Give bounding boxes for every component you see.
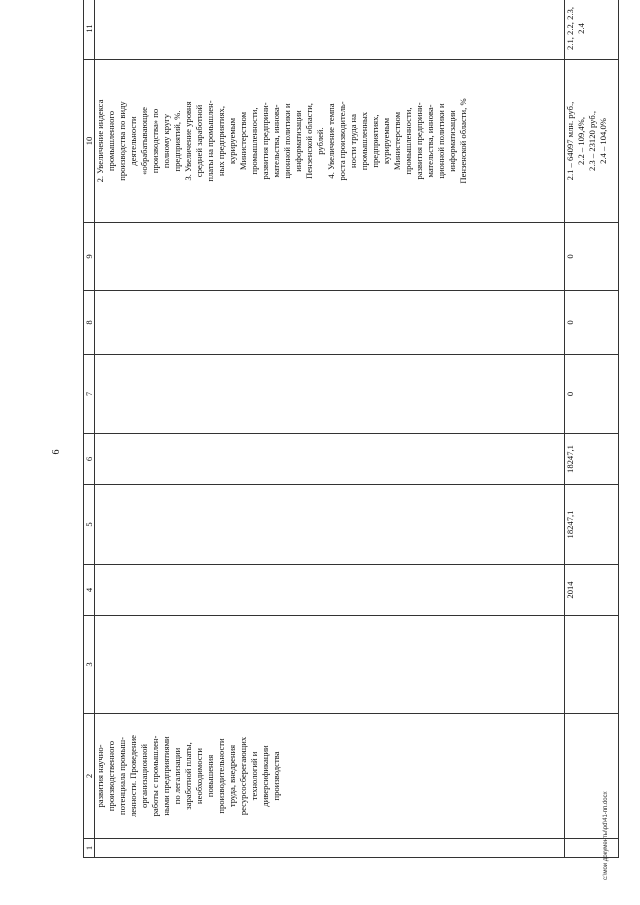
cell-main-4 [95, 565, 565, 616]
cell-amount-7: 0 [565, 355, 619, 434]
header-col-1: 1 [84, 839, 95, 858]
header-col-2: 2 [84, 714, 95, 839]
cell-indicator-values: 2.1 – 64097 млн. руб., 2.2 – 109,4%, 2.3 – 23120 руб., 2.4 – 104,0% [565, 60, 619, 223]
page-number: 6 [51, 449, 62, 455]
header-col-6: 6 [84, 434, 95, 485]
header-col-4: 4 [84, 565, 95, 616]
cell-amount-8: 0 [565, 291, 619, 355]
cell-main-1 [95, 839, 565, 858]
cell-main-5 [95, 485, 565, 565]
cell-amount-6: 18247,1 [565, 434, 619, 485]
cell-indicators: 2. Увеличение индекса промышленного производства по виду деятельности «обрабатывающие производства» по полному кругу предприятий, %. 3. Увеличение уровня средней заработной платы на промышлен- ных предприятиях, курируемым Министерством промышленности, развития предприни- мательства, иннова- ционной политики и информатизации Пензенской области, рублей. 4. Увеличение темпа роста производитель- ности труда на промышленных предприятиях, курируемым Министерством промышленности, развития предприни- мательства, иннова- ционной политики и информатизации Пензенской области, % [95, 60, 565, 223]
header-col-9: 9 [84, 223, 95, 291]
cell-main-3 [95, 616, 565, 714]
file-path-footer: c:\мои документы\pd\41-пп.docx [603, 791, 609, 880]
header-col-11: 11 [84, 0, 95, 60]
table-row-main [95, 0, 565, 858]
header-col-5: 5 [84, 485, 95, 565]
cell-main-7 [95, 355, 565, 434]
header-col-7: 7 [84, 355, 95, 434]
cell-main-9 [95, 223, 565, 291]
cell-amount-9: 0 [565, 223, 619, 291]
cell-main-6 [95, 434, 565, 485]
header-row [84, 0, 95, 858]
header-col-3: 3 [84, 616, 95, 714]
cell-main-8 [95, 291, 565, 355]
header-col-10: 10 [84, 60, 95, 223]
cell-year: 2014 [565, 565, 619, 616]
header-col-8: 8 [84, 291, 95, 355]
program-table [83, 0, 619, 858]
cell-event-description: развития научно- производственного потенциала промыш- ленности. Проведение организационной работы с промышлен- ными предприятиями по легализации заработной платы, необходимости повышения производительности труда, внедрения ресурсосберегающих технологий и диверсификации производства [95, 714, 565, 839]
cell-total-amount: 18247,1 [565, 485, 619, 565]
cell-indicator-refs: 2.1, 2.2, 2.3, 2.4 [565, 0, 619, 60]
cell-main-11 [95, 0, 565, 60]
